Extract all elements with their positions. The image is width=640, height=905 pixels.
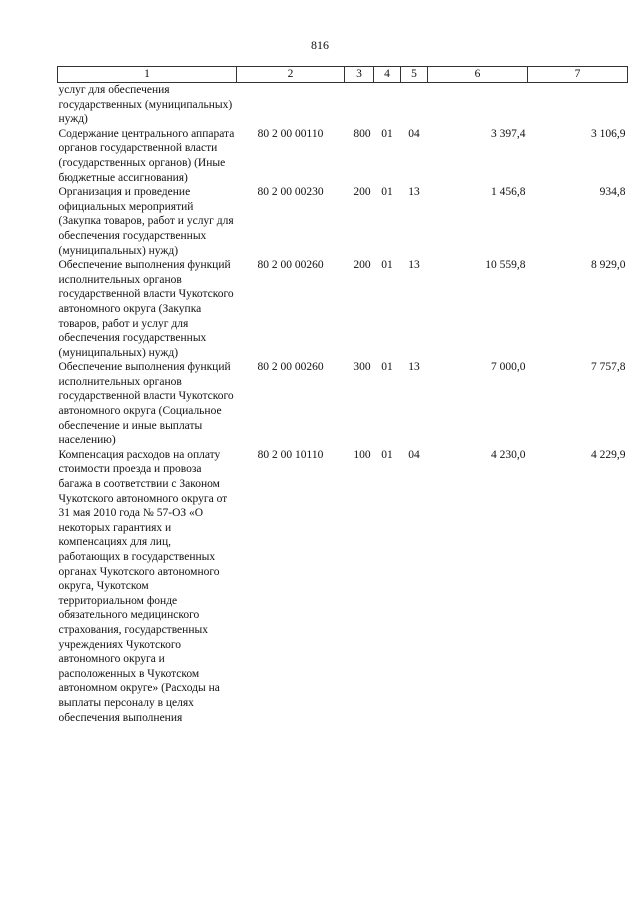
header-col-7: 7 bbox=[528, 67, 628, 83]
row-section: 01 bbox=[381, 361, 393, 374]
header-col-6: 6 bbox=[428, 67, 528, 83]
row-expense-type: 800 bbox=[353, 127, 371, 140]
row-expense-type: 200 bbox=[353, 259, 371, 272]
row-name: Обеспечение выполнения функций исполнительных органов государственной власти Чукотского автономного округа (Закупка товаров, работ и услуг для обеспечения государственных (муниципальных) нужд) bbox=[58, 259, 234, 359]
row-name: услуг для обеспечения государственных (муниципальных) нужд) bbox=[58, 84, 233, 126]
table-row bbox=[58, 258, 628, 360]
row-section: 01 bbox=[381, 448, 393, 461]
row-target-code: 80 2 00 00110 bbox=[257, 127, 324, 140]
row-value-7: 7 757,8 bbox=[591, 361, 626, 374]
header-col-1: 1 bbox=[58, 67, 237, 83]
row-section: 01 bbox=[381, 259, 393, 272]
row-expense-type: 300 bbox=[353, 361, 371, 374]
row-name: Обеспечение выполнения функций исполнительных органов государственной власти Чукотского автономного округа (Социальное обеспечение и иные выплаты населению) bbox=[58, 361, 234, 447]
row-section: 01 bbox=[381, 186, 393, 199]
row-subsection: 04 bbox=[408, 127, 420, 140]
row-expense-type bbox=[345, 83, 374, 127]
header-row bbox=[58, 67, 628, 83]
row-value-7: 8 929,0 bbox=[591, 259, 626, 272]
row-name: Организация и проведение официальных мероприятий (Закупка товаров, работ и услуг для обеспечения государственных (муниципальных) нужд) bbox=[58, 186, 234, 257]
row-target-code: 80 2 00 10110 bbox=[257, 448, 324, 461]
row-target-code: 80 2 00 00260 bbox=[257, 259, 324, 272]
row-section bbox=[374, 83, 401, 127]
row-subsection: 04 bbox=[408, 448, 420, 461]
row-value-6 bbox=[428, 83, 528, 127]
budget-table bbox=[57, 66, 628, 725]
page-number: 816 bbox=[311, 38, 329, 52]
row-value-6: 3 397,4 bbox=[491, 127, 526, 140]
row-value-6: 1 456,8 bbox=[491, 186, 526, 199]
table-row bbox=[58, 83, 628, 127]
header-col-2: 2 bbox=[237, 67, 345, 83]
header-col-5: 5 bbox=[401, 67, 428, 83]
table-row bbox=[58, 127, 628, 185]
row-value-7 bbox=[528, 83, 628, 127]
row-name: Компенсация расходов на оплату стоимости проезда и провоза багажа в соответствии с Законом Чукотского автономного округа от 31 мая 2010 года № 57-ОЗ «О некоторых гарантиях и компенсациях для лиц, работающих в государственных органах Чукотского автономного округа, Чукотском территориальном фонде обязательного медицинского страхования, государственных учреждениях Чукотского автономного округа и расположенных в Чукотском автономном округе» (Расходы на выплаты персоналу в целях обеспечения выполнения bbox=[58, 448, 228, 724]
table-row bbox=[58, 360, 628, 448]
table-row bbox=[58, 448, 628, 725]
row-target-code: 80 2 00 00260 bbox=[257, 361, 324, 374]
row-value-7: 4 229,9 bbox=[591, 448, 626, 461]
row-value-7: 934,8 bbox=[599, 186, 626, 199]
row-expense-type: 200 bbox=[353, 186, 371, 199]
row-target-code bbox=[237, 83, 345, 127]
row-value-6: 7 000,0 bbox=[491, 361, 526, 374]
row-subsection: 13 bbox=[408, 259, 420, 272]
row-subsection: 13 bbox=[408, 186, 420, 199]
table-row bbox=[58, 185, 628, 258]
row-target-code: 80 2 00 00230 bbox=[257, 186, 324, 199]
row-expense-type: 100 bbox=[353, 448, 371, 461]
row-section: 01 bbox=[381, 127, 393, 140]
row-subsection bbox=[401, 83, 428, 127]
row-value-6: 10 559,8 bbox=[485, 259, 526, 272]
header-col-4: 4 bbox=[374, 67, 401, 83]
header-col-3: 3 bbox=[345, 67, 374, 83]
table-header bbox=[58, 67, 628, 83]
row-value-6: 4 230,0 bbox=[491, 448, 526, 461]
row-value-7: 3 106,9 bbox=[591, 127, 626, 140]
row-name: Содержание центрального аппарата органов государственной власти (государственных органов) (Иные бюджетные ассигнования) bbox=[58, 127, 235, 184]
row-subsection: 13 bbox=[408, 361, 420, 374]
